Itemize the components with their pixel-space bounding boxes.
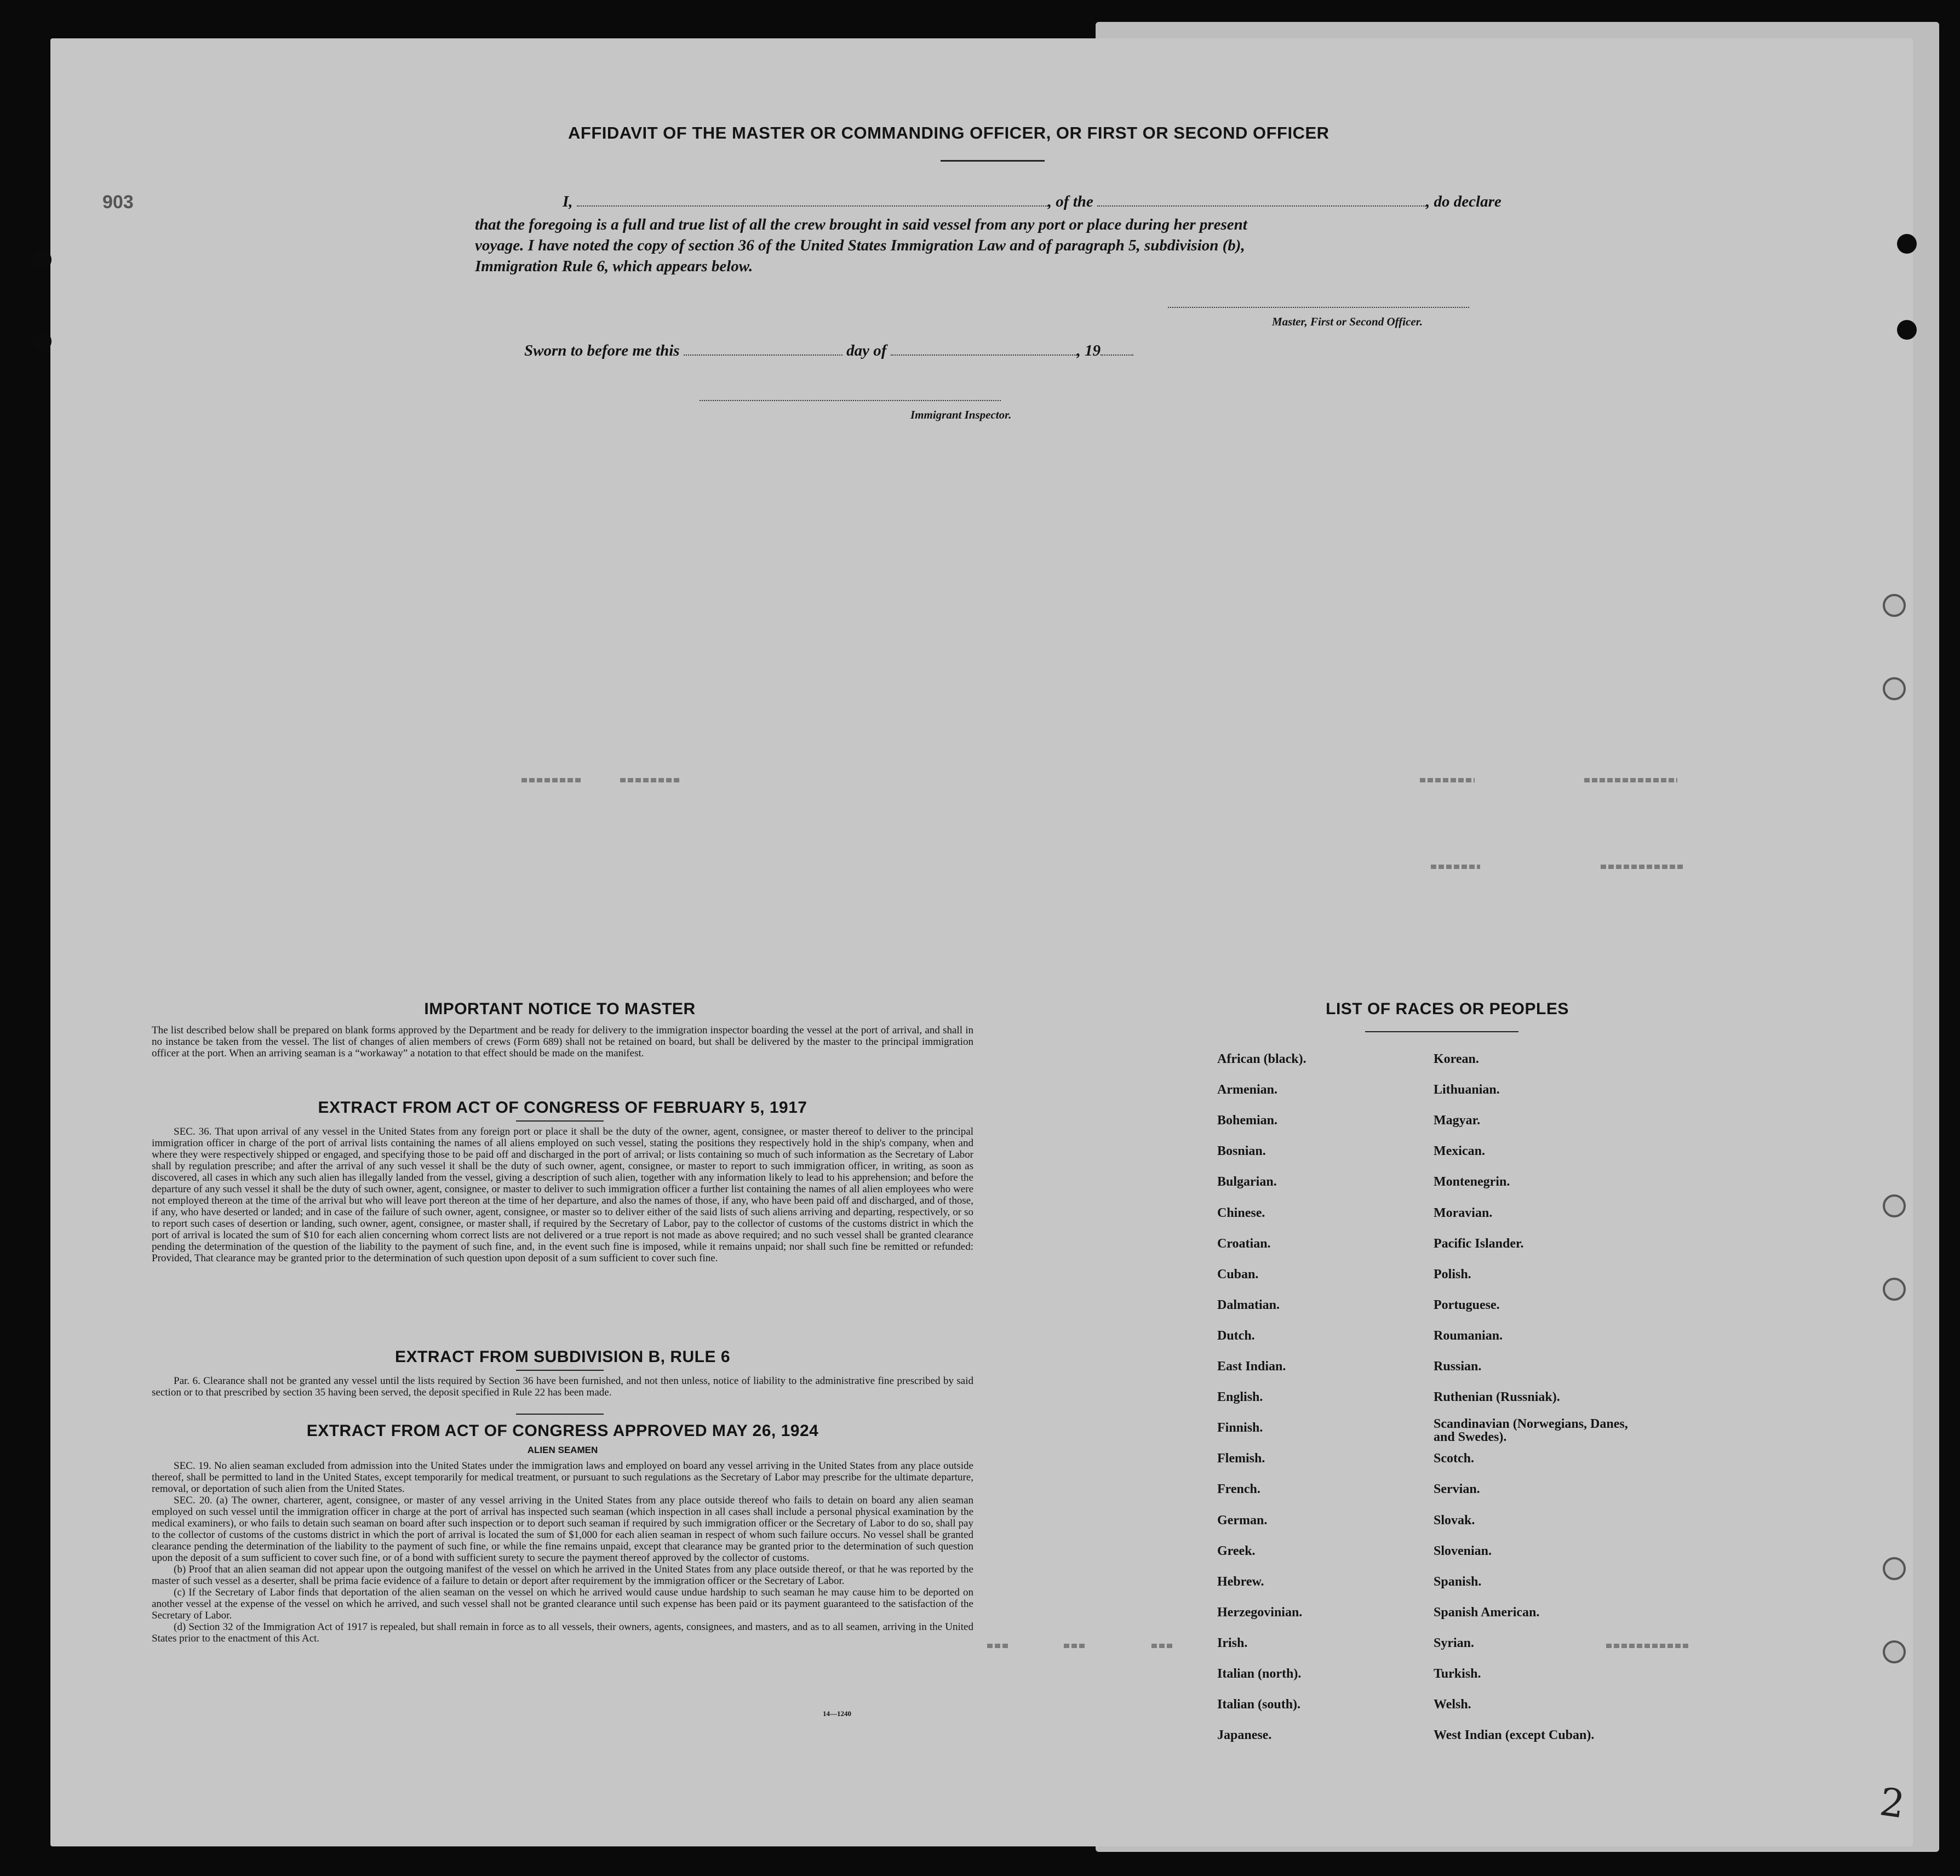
race-item: English. [1217, 1390, 1263, 1405]
race-item: Turkish. [1434, 1667, 1481, 1681]
race-item: Ruthenian (Russniak). [1434, 1390, 1560, 1405]
race-item: Bosnian. [1217, 1144, 1266, 1159]
do-declare-label: , do declare [1426, 193, 1501, 210]
handwritten-page-number: 2 [1877, 1779, 1908, 1827]
race-item: Croatian. [1217, 1236, 1271, 1251]
race-item: German. [1217, 1513, 1268, 1528]
race-item: African (black). [1217, 1052, 1306, 1066]
race-item: Chinese. [1217, 1205, 1265, 1220]
title-rule [941, 160, 1045, 162]
race-item: Mexican. [1434, 1144, 1485, 1159]
race-item: Russian. [1434, 1359, 1482, 1374]
rule6-title: EXTRACT FROM SUBDIVISION B, RULE 6 [394, 1348, 731, 1366]
race-item: Servian. [1434, 1482, 1480, 1497]
extract-1924-text [152, 1460, 973, 1644]
race-item: Welsh. [1434, 1697, 1471, 1712]
declaration-line [475, 192, 1584, 211]
bleed-mark [987, 1644, 1009, 1648]
bleed-mark [1584, 778, 1677, 782]
master-caption: Master, First or Second Officer. [1272, 315, 1423, 328]
race-item: Bulgarian. [1217, 1175, 1277, 1189]
bleed-mark [1064, 1644, 1086, 1648]
race-item: East Indian. [1217, 1359, 1286, 1374]
race-item: Roumanian. [1434, 1328, 1503, 1343]
inspector-caption: Immigrant Inspector. [910, 408, 1012, 421]
race-item: Japanese. [1217, 1728, 1272, 1743]
notice-title: IMPORTANT NOTICE TO MASTER [424, 1000, 696, 1018]
alien-seamen-subtitle: ALIEN SEAMEN [527, 1445, 598, 1455]
race-item: Italian (north). [1217, 1667, 1302, 1681]
race-item: Polish. [1434, 1267, 1471, 1282]
binder-ring [1883, 1557, 1906, 1580]
binder-hole [32, 250, 51, 270]
binder-ring [1883, 677, 1906, 700]
binder-ring [1883, 1194, 1906, 1217]
race-item: Hebrew. [1217, 1574, 1264, 1589]
i-label: I, [563, 193, 573, 210]
bleed-mark [1151, 1644, 1173, 1648]
race-item: Scandinavian (Norwegians, Danes, and Swedes). [1434, 1417, 1628, 1445]
race-item: Finnish. [1217, 1421, 1263, 1435]
binder-hole [32, 331, 51, 351]
vessel-blank [1097, 193, 1426, 207]
race-item: Montenegrin. [1434, 1175, 1510, 1189]
section-rule [516, 1370, 604, 1371]
race-item: French. [1217, 1482, 1260, 1497]
race-item: Lithuanian. [1434, 1083, 1500, 1097]
bleed-mark [1420, 778, 1475, 782]
affidavit-body-line-1: that the foregoing is a full and true list of all the crew brought in said vessel from any port or place during her present [475, 216, 1247, 233]
race-item: Greek. [1217, 1543, 1256, 1558]
extract-1917-title: EXTRACT FROM ACT OF CONGRESS OF FEBRUARY 5, 1917 [318, 1099, 807, 1117]
race-item: Dutch. [1217, 1328, 1255, 1343]
sec-20d: (d) Section 32 of the Immigration Act of 1917 is repealed, but shall remain in force as to all vessels, their owners, agents, consignees, and masters, and as to all seamen, arriving in the United States prior to the enactment of this Act. [152, 1621, 973, 1644]
race-item: Syrian. [1434, 1635, 1475, 1650]
race-item: Portuguese. [1434, 1297, 1500, 1312]
bleed-mark [521, 778, 582, 782]
sec-20c: (c) If the Secretary of Labor finds that deportation of the alien seaman on the vessel on which he arrived would cause undue hardship to such seaman he may cause him to be deported on another vessel at the expense of the vessel on which he arrived, and such vessel shall not be granted clearance until such expense has been paid or its payment guaranteed to the satisfaction of the Secretary of Labor. [152, 1587, 973, 1621]
race-item: Moravian. [1434, 1205, 1493, 1220]
races-title: LIST OF RACES OR PEOPLES [1326, 1000, 1569, 1018]
binder-ring [1883, 1640, 1906, 1663]
year-label: , 19 [1076, 342, 1101, 359]
race-item: Armenian. [1217, 1083, 1277, 1097]
affidavit-title: AFFIDAVIT OF THE MASTER OR COMMANDING OFFICER, OR FIRST OR SECOND OFFICER [568, 123, 1329, 142]
sec-19: SEC. 19. No alien seaman excluded from admission into the United States under the immigration laws and employed on board any vessel arriving in the United States from any place outside thereof, shall be permitted to land in the United States, except temporarily for medical treatment, or pursuant to such regulations as the Secretary of Labor may prescribe for the ultimate departure, removal, or deportation of such alien from the United States. [152, 1460, 973, 1495]
binder-hole [1897, 320, 1917, 340]
race-item: West Indian (except Cuban). [1434, 1728, 1595, 1743]
race-item: Spanish American. [1434, 1605, 1540, 1620]
sworn-line [524, 341, 1133, 361]
bleed-mark [620, 778, 680, 782]
races-rule [1365, 1031, 1518, 1032]
manifest-page [50, 38, 1913, 1846]
sworn-day-blank [684, 342, 843, 356]
of-the-label: , of the [1047, 193, 1093, 210]
race-item: Slovenian. [1434, 1543, 1492, 1558]
race-item: Spanish. [1434, 1574, 1482, 1589]
race-item: Irish. [1217, 1635, 1248, 1650]
section-rule [516, 1120, 604, 1122]
race-item: Herzegovinian. [1217, 1605, 1303, 1620]
race-item: Flemish. [1217, 1451, 1265, 1466]
notice-text: The list described below shall be prepared on blank forms approved by the Department and be ready for delivery to the immigration inspector boarding the vessel at the port of arrival, and shall in no instance be taken from the vessel. The list of changes of alien members of crews (Form 689) shall not be retained on board, but shall be delivered by the master to the principal immigration officer at the port. When an arriving seaman is a “workaway” a notation to that effect should be made on the manifest. [152, 1025, 973, 1059]
sec-20b: (b) Proof that an alien seaman did not appear upon the outgoing manifest of the vessel on which he arrived in the United States from any place outside thereof, or that he was reported by the master of such vessel as a deserter, shall be prima facie evidence of a failure to detain or deport after requirement by the immigration officer or the Secretary of Labor. [152, 1564, 973, 1587]
race-item: Slovak. [1434, 1513, 1475, 1528]
day-of-label: day of [846, 342, 887, 359]
form-number: 14—1240 [823, 1709, 851, 1718]
race-item: Italian (south). [1217, 1697, 1301, 1712]
year-blank [1101, 342, 1133, 356]
affidavit-body-line-2: voyage. I have noted the copy of section 36 of the United States Immigration Law and of paragraph 5, subdivision (b), [475, 237, 1245, 254]
sworn-label: Sworn to before me this [524, 342, 680, 359]
extract-1924-title: EXTRACT FROM ACT OF CONGRESS APPROVED MAY 26, 1924 [306, 1422, 819, 1440]
binder-hole [1897, 234, 1917, 254]
extract-1917-text: SEC. 36. That upon arrival of any vessel in the United States from any foreign port or place it shall be the duty of the owner, agent, consignee, or master thereof to deliver to the principal immigration officer in charge of the port of arrival lists containing the names of all aliens employed on such vessel, stating the positions they respectively hold in the ship's company, when and where they were respectively shipped or engaged, and specifying those to be paid off and discharged in the port of arrival; or lists containing so much of such information as the Secretary of Labor shall by regulation prescribe; and after the arrival of any such vessel it shall be the duty of such owner, agent, consignee, or master to report to such immigration officer, in writing, as soon as discovered, all cases in which any such alien has illegally landed from the vessel, giving a description of such alien, together with any information likely to lead to his apprehension; and before the departure of any such vessel it shall be the duty of such owner, agent, consignee, or master to deliver to such immigration officer a further list containing the names of all alien employees who were not employed thereon at the time of the arrival but who will leave port thereon at the time of her departure, and also the names of those, if any, who have been paid off and discharged, and of those, if any, who have deserted or landed; and in case of the failure of such owner, agent, consignee, or master so to deliver either of the said lists of such aliens arriving and departing, respectively, or so to report such cases of desertion or landing, such owner, agent, consignee, or master shall, if required by the Secretary of Labor, pay to the collector of customs of the customs district in which the port of arrival is located the sum of $10 for each alien concerning whom correct lists are not delivered or a true report is not made as above required; and no such vessel shall be granted clearance pending the determination of the question of the liability to the payment of such fine, and, in the event such fine is imposed, while it remains unpaid; nor shall such fine be remitted or refunded: Provided, That clearance may be granted prior to the determination of such question upon deposit of a sum sufficient to cover such fine. [152, 1126, 973, 1264]
race-item: Korean. [1434, 1052, 1479, 1066]
bleed-mark [1606, 1644, 1688, 1648]
rule6-text: Par. 6. Clearance shall not be granted any vessel until the lists required by Section 36 have been furnished, and not then unless, notice of liability to the administrative fine prescribed by said section or to that prescribed by section 35 having been served, the deposit specified in Rule 22 has been made. [152, 1375, 973, 1398]
section-rule [516, 1414, 604, 1415]
affidavit-body-line-3: Immigration Rule 6, which appears below. [475, 258, 753, 275]
race-item: Dalmatian. [1217, 1297, 1280, 1312]
master-signature-line [1168, 307, 1469, 308]
race-item: Cuban. [1217, 1267, 1259, 1282]
binder-ring [1883, 594, 1906, 617]
race-item: Scotch. [1434, 1451, 1474, 1466]
race-item: Magyar. [1434, 1113, 1481, 1128]
bleed-mark [1601, 865, 1683, 869]
race-item: Pacific Islander. [1434, 1236, 1524, 1251]
inspector-signature-line [700, 400, 1001, 401]
binder-ring [1883, 1278, 1906, 1301]
race-item: Bohemian. [1217, 1113, 1278, 1128]
name-blank [577, 193, 1048, 207]
sworn-month-blank [891, 342, 1077, 356]
bleed-mark [1431, 865, 1480, 869]
margin-number: 903 [102, 192, 134, 213]
sec-20a: SEC. 20. (a) The owner, charterer, agent, consignee, or master of any vessel arriving in the United States from any place outside thereof who fails to detain on board any alien seaman employed on such vessel until the immigration officer in charge at the port of arrival has inspected such seaman (which inspection in all cases shall include a personal physical examination by the medical examiners), or who fails to detain such seaman on board after such inspection or to deport such seaman if required by such immigration officer or the Secretary of Labor to do so, shall pay to the collector of customs of the customs district in which the port of arrival is located the sum of $1,000 for each alien seaman in respect of whom such failure occurs. No vessel shall be granted clearance pending the determination of the liability to the payment of such fine, or while the fine remains unpaid, except that clearance may be granted prior to the determination of such question upon the deposit of a sum sufficient to cover such fine, or of a bond with sufficient surety to secure the payment thereof approved by the collector of customs. [152, 1495, 973, 1564]
